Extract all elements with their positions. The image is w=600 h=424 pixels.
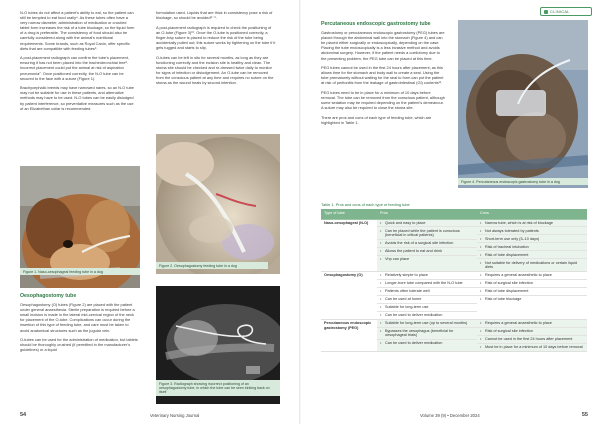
page-gutter — [299, 0, 301, 424]
paragraph: A post-placement radiograph can confirm the tube’s placement, ensuring it has not been placed into the tracheobronchial tree⁶. Incorrect placement could put the animal at risk of aspiration pneumonia⁷. Once positioned correctly, the N-O tube can be secured to the face with a suture (Figure 1). — [20, 55, 129, 81]
cons-cell — [477, 271, 587, 319]
journal-name: Veterinary Nursing Journal — [150, 413, 200, 418]
list-item: • Quick and easy to place — [377, 220, 477, 228]
list-item: • Can be placed while the patient is conscious (beneficial in critical patients) — [377, 227, 477, 240]
list-item: • Risk of surgical site infection — [477, 328, 587, 336]
list-item: • Allows the patient to eat and drink — [377, 248, 477, 256]
list-item: • Risk of surgical site infection — [477, 280, 587, 288]
figure-4-photo — [458, 20, 588, 188]
pros-cell — [377, 271, 477, 319]
table-header-row — [321, 209, 587, 219]
column-header: Type of tube — [321, 209, 377, 219]
list-item: • Can be used to deliver medication — [377, 340, 477, 347]
paragraph: PEG tubes cannot be used in the first 24 hours after placement, as this allows time for the stomach and body wall to create a seal. Using the tube prematurely without waiting for the seal to form can put the patient at risk of peritonitis from the leakage of gastrointestinal (GI) contents¹¹. — [321, 65, 444, 86]
left-column-1 — [20, 10, 136, 115]
left-column-2 — [156, 10, 276, 90]
paragraph: A post-placement radiograph is required to check the positioning of an O-tube (Figure 3)¹⁰. Once the O-tube is positioned correctly, a finger-trap suture is placed to reduce the risk of the tube being accidentally pulled out; this suture works by tightening on the tube if it gets tugged and starts to slip. — [156, 24, 276, 51]
pros-cell — [377, 319, 477, 351]
tube-type-cell: Oesophagostomy (O) — [321, 271, 377, 319]
list-item: • Longer-bore tube compared with the N-O tube — [377, 280, 477, 288]
right-column-1 — [321, 20, 445, 130]
list-item: • Risk of tube blockage — [477, 296, 587, 303]
list-item: • Can be used to deliver medication — [377, 312, 477, 319]
list-item: • Suitable for long-term use (up to several months) — [377, 320, 477, 328]
feeding-tube-table — [321, 209, 587, 352]
page-number-right: 55 — [581, 412, 588, 418]
tube-type-cell: Naso-oesophageal (N-O) — [321, 219, 377, 271]
pros-list — [377, 320, 477, 348]
figure-2-caption: Figure 2. Oesophagostomy feeding tube in a dog — [156, 262, 268, 269]
badge-label: CLINICAL — [550, 9, 570, 14]
figure-1-caption: Figure 1. Naso-oesophageal feeding tube in a dog — [20, 268, 140, 275]
paragraph: Gastrostomy or percutaneous endoscopic gastrostomy (PEG) tubes are placed through the abdominal wall into the stomach (Figure 4) and can be placed either surgically or endoscopically, depending on the case. Placing the tube endoscopically is a less invasive method and avoids abdominal surgery. However, if the patient needs a coeliotomy due to the presenting problem, the PEG tube can be placed at this time. — [321, 30, 445, 61]
list-item: • Risk of tube displacement — [477, 288, 587, 296]
paragraph: There are pros and cons of each type of feeding tube, which are highlighted in Table 1. — [321, 114, 432, 125]
column-header: Pros — [377, 209, 477, 219]
section-badge — [540, 7, 592, 16]
section-heading-oesophagostomy: Oesophagostomy tube — [20, 293, 77, 299]
list-item: • Must be in place for a minimum of 10 days before removal — [477, 344, 587, 351]
issue-info: Volume 39 (9) • December 2024 — [420, 413, 480, 418]
pros-list — [377, 220, 477, 263]
pros-cell — [377, 219, 477, 271]
table-row — [321, 319, 587, 351]
page-number-left: 54 — [20, 412, 27, 418]
paragraph: N-O tubes do not affect a patient’s ability to eat, so the patient can still be tempted to eat food orally⁴. As these tubes often have a very narrow diameter, administration of medication or crushed tablet form increases the risk of a tube blockage, so the liquid form of a drug is preferable. The consistency of food should also be carefully considered along with the animal’s nutritional requirements. Some brands, such as Royal Canin, offer specific diets that are compatible with feeding tubes⁵. — [20, 10, 135, 51]
table-row — [321, 219, 587, 271]
list-item: • Narrow tube, which is at risk of blockage — [477, 220, 587, 228]
table-row — [321, 271, 587, 319]
left-footer — [20, 412, 26, 418]
right-footer — [582, 412, 588, 418]
tube-type-cell: Percutaneous endoscopic gastrostomy (PEG) — [321, 319, 377, 351]
cons-cell — [477, 219, 587, 271]
list-item: • Can be used at home — [377, 296, 477, 304]
list-item: • Relatively simple to place — [377, 272, 477, 280]
section-heading-peg: Percutaneous endoscopic gastrostomy tube — [321, 21, 431, 27]
list-item: • Cannot be used in the first 24 hours after placement — [477, 336, 587, 344]
pros-list — [377, 272, 477, 319]
list-item: • Requires a general anaesthetic to place — [477, 320, 587, 328]
cons-cell — [477, 319, 587, 351]
list-item: • Requires a general anaesthetic to place — [477, 272, 587, 280]
list-item: • Vhp can place — [377, 256, 477, 263]
figure-3-caption: Figure 3. Radiograph showing incorrect positioning of an oesophagostomy tube, in which the tube can be seen kinking back on itself — [156, 380, 280, 396]
paragraph: O-tubes can be used for the administration of medication, but tablets should be thoroughly crushed (if permitted in the manufacturer’s guidelines) or a liquid — [20, 337, 138, 353]
paragraph: O-tubes can be left in situ for several months, as long as they are functioning correctly and the incision site is healthy and clean. The stoma site should be checked and re-dressed twice daily to monitor for signs of infection or dislodgement. An O-tube can be removed from the conscious patient at any time and requires no suture on the stoma as the wound heals by second intention. — [156, 54, 274, 86]
figure-4-caption: Figure 4. Percutaneous endoscopic gastrostomy tube in a dog — [458, 178, 588, 185]
paragraph: formulation used. Liquids that are thick in consistency pose a risk of blockage, so should be avoided⁸⁻⁹. — [156, 10, 273, 21]
paragraph: Brachycephalic breeds may have narrowed nares, so an N-O tube may not be suitable for use in these patients, and alternative methods may have to be used. N-O tubes can be easily dislodged by patient interference, so preventative measures such as the use of an Elizabethan collar is recommended. — [20, 85, 134, 111]
list-item: • Avoids the risk of a surgical site infection — [377, 240, 477, 248]
cons-list — [477, 320, 587, 351]
list-item: • Suitable for long-term use — [377, 304, 477, 312]
badge-icon — [544, 10, 548, 14]
paragraph: PEG tubes need to be in place for a minimum of 10 days before removal. The tube can be removed from the conscious patient, although some sedation may be required depending on the patient’s demeanour. A suture may also be required to close the stoma site. — [321, 90, 445, 111]
list-item: • Risk of tube displacement — [477, 251, 587, 259]
column-header: Cons — [477, 209, 587, 219]
list-item: • Patients often tolerate well — [377, 288, 477, 296]
table-title: Table 1. Pros and cons of each type of feeding tube — [321, 202, 410, 207]
cons-list — [477, 272, 587, 303]
list-item: • Short-term use only (5–10 days) — [477, 235, 587, 243]
list-item: • Not always tolerated by patients — [477, 227, 587, 235]
left-column-1-lower — [20, 292, 138, 357]
cons-list — [477, 220, 587, 271]
figure-2-photo — [156, 134, 280, 274]
list-item: • Not suitable for delivery of medications or certain liquid diets — [477, 259, 587, 271]
paragraph: Oesophagostomy (O) tubes (Figure 2) are placed with the patient under general anaesthesia. Sterile preparation is required before a small incision is made in the lateral mid-cervical region of the neck for placement of the O-tube. Complications can occur during the insertion of this type of feeding tube, and care must be taken to avoid anatomical structures such as the jugular vein. — [20, 302, 135, 333]
list-item: • Bypasses the oesophagus (beneficial for oesophageal trials) — [377, 328, 477, 341]
list-item: • Risk of tracheal intubation — [477, 243, 587, 251]
